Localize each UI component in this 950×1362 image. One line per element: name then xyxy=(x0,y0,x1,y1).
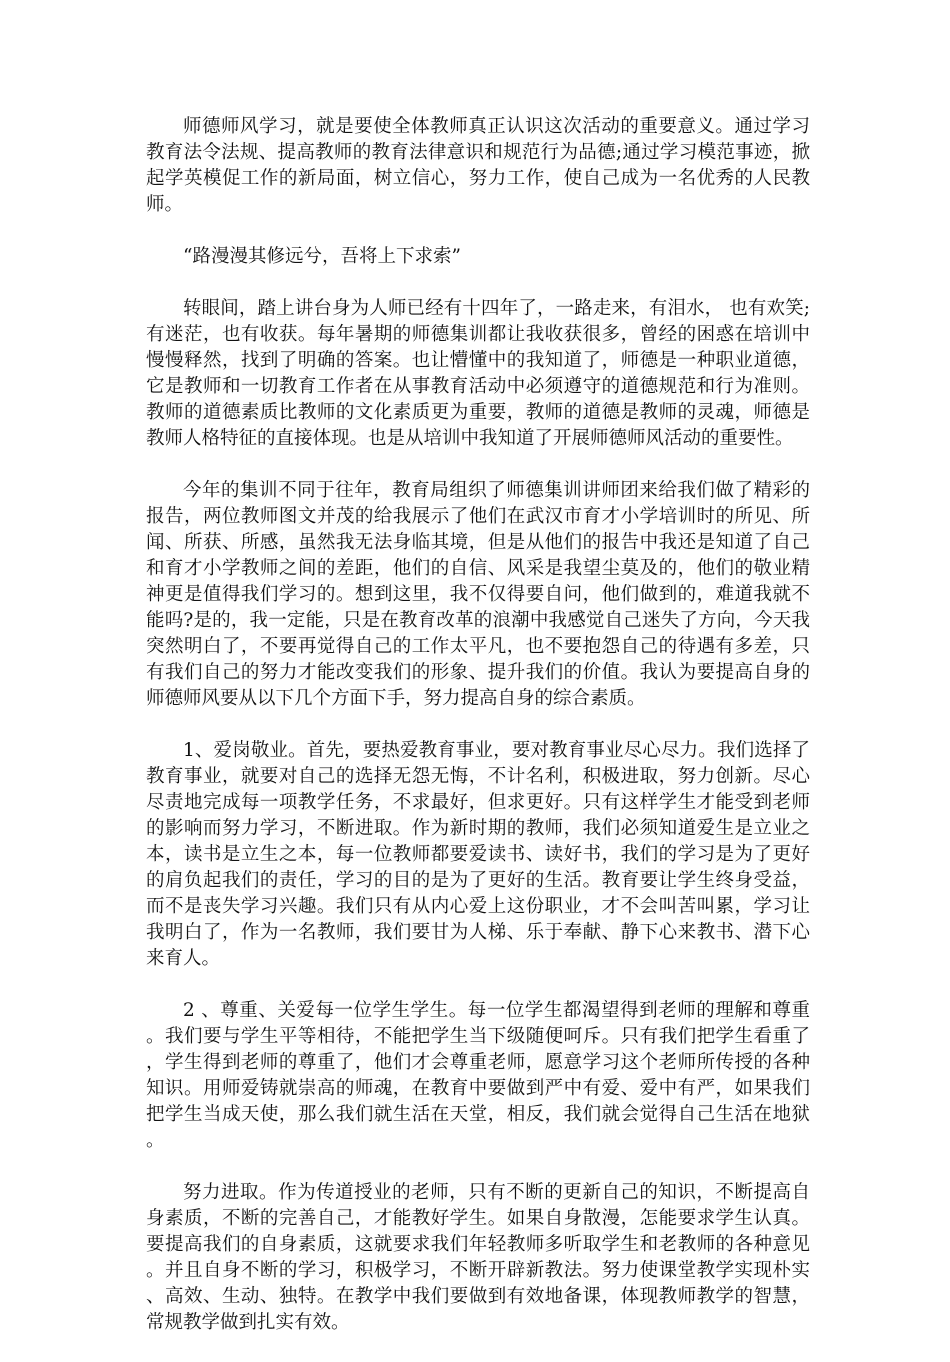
paragraph-intro: 师德师风学习，就是要使全体教师真正认识这次活动的重要意义。通过学习教育法令法规、提高教师的教育法律意识和规范行为品德;通过学习模范事迹，掀起学英模促工作的新局面，树立信心，努力工作，使自己成为一名优秀的人民教师。 xyxy=(146,116,810,215)
paragraph-quote-heading: “路漫漫其修远兮，吾将上下求索” xyxy=(183,246,461,267)
paragraph-reflection: 转眼间，踏上讲台身为人师已经有十四年了，一路走来，有泪水， 也有欢笑;有迷茫，也有收获。每年暑期的师德集训都让我收获很多，曾经的困惑在培训中慢慢释然，找到了明确的答案。也让懵懂中的我知道了，师德是一种职业道德，它是教师和一切教育工作者在从事教育活动中必须遵守的道德规范和行为准则。教师的道德素质比教师的文化素质更为重要，教师的道德是教师的灵魂，师德是教师人格特征的直接体现。也是从培训中我知道了开展师德师风活动的重要性。 xyxy=(146,298,810,449)
paragraph-point-2: 2 、尊重、关爱每一位学生学生。每一位学生都渴望得到老师的理解和尊重。我们要与学生平等相待，不能把学生当下级随便呵斥。只有我们把学生看重了，学生得到老师的尊重了，他们才会尊重老师，愿意学习这个老师所传授的各种知识。用师爱铸就崇高的师魂，在教育中要做到严中有爱、爱中有严，如果我们把学生当成天使，那么我们就生活在天堂，相反，我们就会觉得自己生活在地狱。 xyxy=(146,1000,810,1151)
paragraph-training: 今年的集训不同于往年，教育局组织了师德集训讲师团来给我们做了精彩的报告，两位教师图文并茂的给我展示了他们在武汉市育才小学培训时的所见、所闻、所获、所感，虽然我无法身临其境，但是从他们的报告中我还是知道了自己和育才小学教师之间的差距，他们的自信、风采是我望尘莫及的，他们的敬业精神更是值得我们学习的。想到这里，我不仅得要自问，他们做到的，难道我就不能吗?是的，我一定能，只是在教育改革的浪潮中我感觉自己迷失了方向，今天我突然明白了，不要再觉得自己的工作太平凡，也不要抱怨自己的待遇有多差，只有我们自己的努力才能改变我们的形象、提升我们的价值。我认为要提高自身的师德师风要从以下几个方面下手，努力提高自身的综合素质。 xyxy=(146,480,810,709)
paragraph-point-1: 1、爱岗敬业。首先，要热爱教育事业，要对教育事业尽心尽力。我们选择了教育事业，就要对自己的选择无怨无悔，不计名利，积极进取，努力创新。尽心尽责地完成每一项教学任务，不求最好，但求更好。只有这样学生才能受到老师的影响而努力学习，不断进取。作为新时期的教师，我们必须知道爱生是立业之本，读书是立生之本，每一位教师都要爱读书、读好书，我们的学习是为了更好的肩负起我们的责任，学习的目的是为了更好的生活。教育要让学生终身受益，而不是丧失学习兴趣。我们只有从内心爱上这份职业，才不会叫苦叫累，学习让我明白了，作为一名教师，我们要甘为人梯、乐于奉献、静下心来教书、潜下心来育人。 xyxy=(146,740,810,969)
document-body xyxy=(146,114,810,1362)
paragraph-point-3: 努力进取。作为传道授业的老师，只有不断的更新自己的知识，不断提高自身素质，不断的完善自己，才能教好学生。如果自身散漫，怎能要求学生认真。要提高我们的自身素质，这就要求我们年轻教师多听取学生和老教师的各种意见。并且自身不断的学习，积极学习，不断开辟新教法。努力使课堂教学实现朴实、高效、生动、独特。在教学中我们要做到有效地备课，体现教师教学的智慧，常规教学做到扎实有效。 xyxy=(146,1182,810,1333)
